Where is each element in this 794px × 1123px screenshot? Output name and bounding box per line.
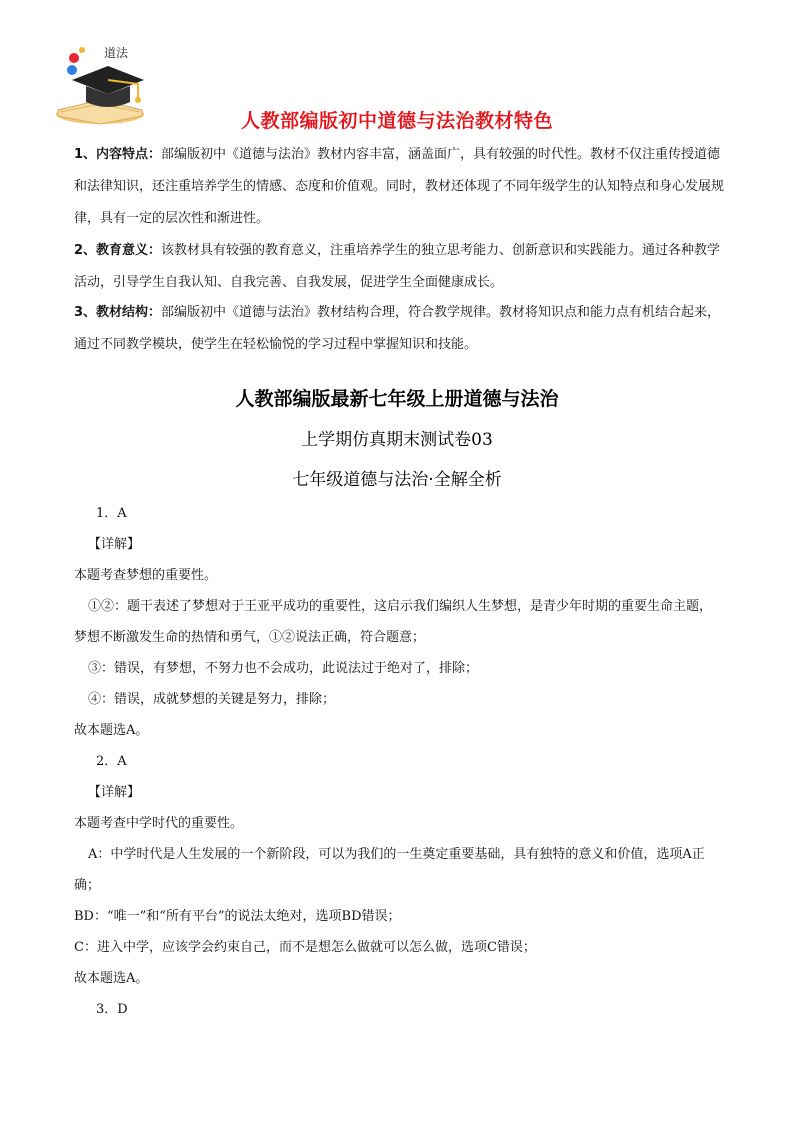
answer-text: 本题考查梦想的重要性。 [74, 568, 218, 583]
logo-text: 道法 [104, 46, 129, 60]
feature-text: 该教材具有较强的教育意义，注重培养学生的独立思考能力、创新意识和实践能力。通过各种教学活动，引导学生自我认知、自我完善、自我发展，促进学生全面健康成长。 [74, 243, 721, 290]
answer-text: 故本题选A。 [74, 723, 149, 738]
feature-label: 3、教材结构： [74, 305, 162, 320]
feature-education [74, 235, 724, 299]
answer-text: ③：错误，有梦想，不努力也不会成功，此说法过于绝对了，排除； [88, 661, 479, 676]
detail-label: 【详解】 [88, 785, 141, 800]
answer-text: A：中学时代是人生发展的一个新阶段，可以为我们的一生奠定重要基础，具有独特的意义和价值，选项A正确； [74, 847, 705, 893]
header-title: 人教部编版初中道德与法治教材特色 [240, 110, 553, 132]
question-number: 3．D [96, 1002, 128, 1017]
feature-structure [74, 297, 724, 361]
answer-text: ④：错误，成就梦想的关键是努力，排除； [88, 692, 336, 707]
feature-label: 1、内容特点： [74, 147, 162, 162]
answer-text: ①②：题干表述了梦想对于王亚平成功的重要性，这启示我们编织人生梦想，是青少年时期的重要生命主题，梦想不断激发生命的热情和勇气，①②说法正确，符合题意； [74, 599, 713, 645]
document-subtitle: 上学期仿真期末测试卷03 [301, 430, 493, 450]
answer-text: 本题考查中学时代的重要性。 [74, 816, 244, 831]
answer-text: BD：“唯一”和“所有平台”的说法太绝对，选项BD错误； [74, 909, 401, 924]
detail-label: 【详解】 [88, 537, 141, 552]
question-number: 2．A [96, 754, 127, 769]
feature-text: 部编版初中《道德与法治》教材内容丰富，涵盖面广，具有较强的时代性。教材不仅注重传授道德和法律知识，还注重培养学生的情感、态度和价值观。同时，教材还体现了不同年级学生的认知特点和身心发展规律，具有一定的层次性和渐进性。 [74, 147, 725, 226]
document-section-title: 七年级道德与法治·全解全析 [292, 470, 502, 490]
answer-text: 故本题选A。 [74, 971, 149, 986]
feature-label: 2、教育意义： [74, 243, 162, 258]
feature-text: 部编版初中《道德与法治》教材结构合理，符合教学规律。教材将知识点和能力点有机结合起来，通过不同教学模块，使学生在轻松愉悦的学习过程中掌握知识和技能。 [74, 305, 721, 352]
answer-section [74, 498, 724, 1025]
answer-text: C：进入中学，应该学会约束自己，而不是想怎么做就可以怎么做，选项C错误； [74, 940, 536, 955]
question-number: 1．A [96, 506, 127, 521]
feature-content [74, 139, 724, 235]
document-title: 人教部编版最新七年级上册道德与法治 [235, 388, 559, 410]
